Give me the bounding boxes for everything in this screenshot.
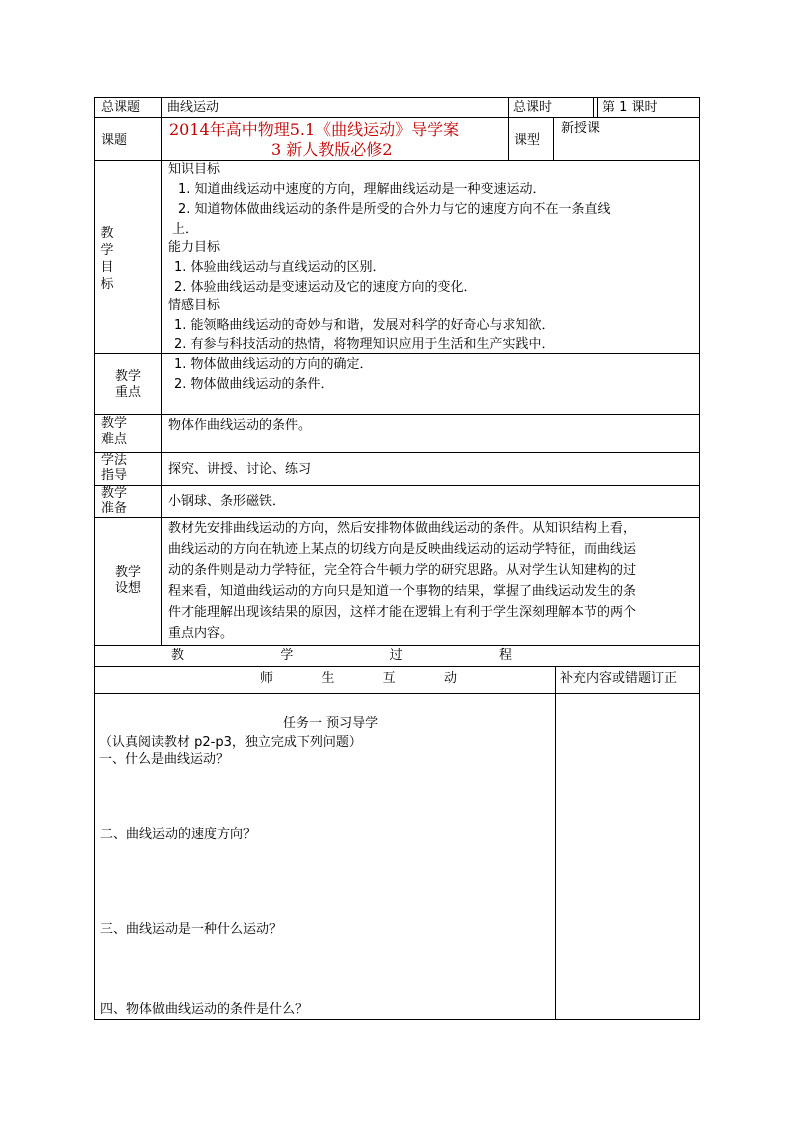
- design-line: 教材先安排曲线运动的方向，然后安排物体做曲线运动的条件。从知识结构上看，: [168, 521, 637, 536]
- task-title: 任务一 预习导学: [283, 716, 379, 731]
- row-divider: [94, 485, 700, 486]
- table-border-top: [94, 97, 700, 98]
- supplement-column-divider: [555, 666, 556, 1020]
- design-line: 曲线运动的方向在轨迹上某点的切线方向是反映曲线运动的运动学特征，而曲线运: [168, 542, 637, 557]
- row-divider: [94, 160, 700, 161]
- table-border-left: [94, 97, 95, 1020]
- lesson-number-label: 第 1 课时: [602, 100, 658, 115]
- label-char: 学: [100, 243, 114, 258]
- key-point-2: 2. 物体做曲线运动的条件．: [174, 377, 334, 392]
- course-label: 总课题: [101, 100, 141, 115]
- emotion-item-1: 1. 能领略曲线运动的奇妙与和谐，发展对科学的好奇心与求知欲．: [174, 318, 555, 333]
- design-line: 件才能理解出现该结果的原因，这样才能在逻辑上有利于学生深刻理解本节的两个: [168, 605, 637, 620]
- total-hours-label: 总课时: [513, 100, 553, 115]
- row-divider: [94, 645, 700, 646]
- process-header-char: 过: [389, 648, 403, 663]
- course-value: 曲线运动: [167, 100, 220, 115]
- objectives-label: [100, 225, 114, 293]
- design-line: 重点内容。: [168, 626, 234, 641]
- row-divider: [94, 517, 700, 518]
- label-char: 教: [100, 226, 114, 241]
- row-divider: [94, 666, 700, 667]
- lesson-type-label: 课型: [514, 133, 541, 148]
- preparation-label-2: 准备: [101, 501, 128, 516]
- process-header-char: 教: [171, 648, 185, 663]
- interaction-char: 互: [382, 671, 396, 686]
- label-char: 标: [100, 277, 114, 292]
- interaction-char: 师: [260, 671, 274, 686]
- lesson-type-value: 新授课: [561, 121, 601, 136]
- process-header: [171, 648, 512, 664]
- knowledge-heading: 知识目标: [168, 162, 221, 177]
- guidance-label-2: 指导: [101, 468, 128, 483]
- knowledge-item-2: 2. 知道物体做曲线运动的条件是所受的合外力与它的速度方向不在一条直线: [178, 202, 611, 217]
- question-2: 二、曲线运动的速度方向？: [100, 827, 257, 842]
- key-points-label-2: 重点: [115, 385, 142, 400]
- task-instruction: （认真阅读教材 p2-p3，独立完成下列问题）: [99, 735, 362, 750]
- ability-item-2: 2. 体验曲线运动是变速运动及它的速度方向的变化．: [174, 280, 477, 295]
- process-header-char: 学: [280, 648, 294, 663]
- design-line: 动的条件则是动力学特征，完全符合牛顿力学的研究思路。从对学生认知建构的过: [168, 563, 637, 578]
- design-label-2: 设想: [115, 581, 142, 596]
- ability-heading: 能力目标: [168, 240, 221, 255]
- interaction-char: 生: [321, 671, 335, 686]
- column-divider: [553, 117, 554, 161]
- column-divider: [597, 97, 598, 118]
- row-divider: [94, 414, 700, 415]
- topic-title-line2: 3 新人教版必修2: [271, 140, 393, 159]
- column-divider: [593, 97, 594, 118]
- emotion-item-2: 2. 有参与科技活动的热情，将物理知识应用于生活和生产实践中．: [174, 337, 555, 352]
- interaction-char: 动: [443, 671, 457, 686]
- label-char: 目: [100, 260, 114, 275]
- topic-title-line1: 2014年高中物理5.1《曲线运动》导学案: [169, 120, 460, 139]
- row-divider: [94, 693, 700, 694]
- design-label-1: 教学: [115, 565, 142, 580]
- preparation-label-1: 教学: [101, 486, 128, 501]
- key-point-1: 1. 物体做曲线运动的方向的确定．: [174, 357, 373, 372]
- guidance-label-1: 学法: [101, 453, 128, 468]
- supplement-label: 补充内容或错题订正: [560, 671, 678, 686]
- topic-label: 课题: [101, 133, 128, 148]
- preparation-value: 小钢球、条形磁铁．: [168, 494, 286, 509]
- design-line: 程来看，知道曲线运动的方向只是知道一个事物的结果，掌握了曲线运动发生的条: [168, 584, 637, 599]
- process-header-char: 程: [498, 648, 512, 663]
- ability-item-1: 1. 体验曲线运动与直线运动的区别．: [174, 260, 386, 275]
- table-border-right: [699, 97, 700, 1020]
- table-border-bottom: [94, 1019, 700, 1020]
- row-divider: [94, 117, 700, 118]
- question-1: 一、什么是曲线运动？: [99, 752, 230, 767]
- interaction-header: [260, 671, 457, 687]
- row-divider: [94, 452, 700, 453]
- knowledge-item-1: 1. 知道曲线运动中速度的方向，理解曲线运动是一种变速运动．: [178, 182, 546, 197]
- question-3: 三、曲线运动是一种什么运动？: [100, 922, 283, 937]
- question-4: 四、物体做曲线运动的条件是什么？: [100, 1002, 309, 1017]
- guidance-value: 探究、讲授、讨论、练习: [168, 462, 312, 477]
- knowledge-item-2-cont: 上．: [172, 222, 199, 237]
- difficulty-value: 物体作曲线运动的条件。: [168, 418, 312, 433]
- label-column-divider: [161, 97, 162, 646]
- row-divider: [94, 353, 700, 354]
- difficulty-label-2: 难点: [101, 432, 128, 447]
- difficulty-label-1: 教学: [101, 416, 128, 431]
- column-divider: [508, 97, 509, 161]
- emotion-heading: 情感目标: [168, 298, 221, 313]
- key-points-label-1: 教学: [115, 369, 142, 384]
